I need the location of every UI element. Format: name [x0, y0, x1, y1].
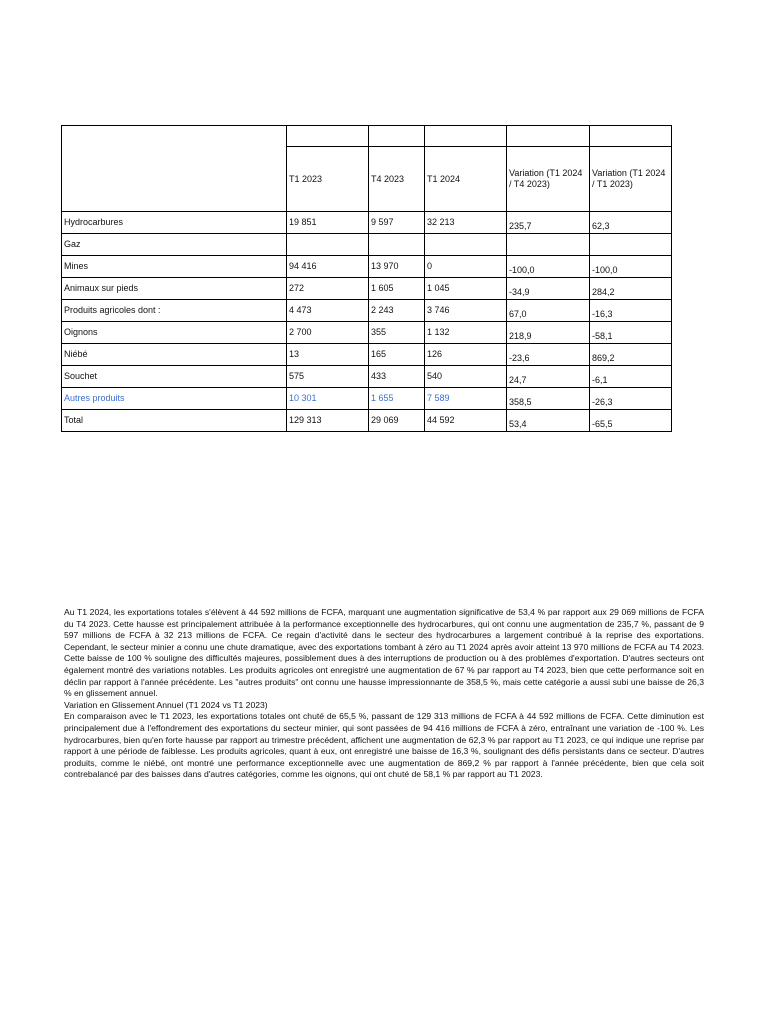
row-label: Autres produits — [62, 388, 287, 410]
cell-variation-t4: 218,9 — [507, 322, 590, 344]
cell-variation-t1: 284,2 — [590, 278, 672, 300]
header-cell-empty — [62, 126, 287, 212]
cell-variation-t4: -100,0 — [507, 256, 590, 278]
cell-t1-2023: 4 473 — [287, 300, 369, 322]
table-row — [62, 234, 672, 256]
cell-t1-2024 — [425, 234, 507, 256]
cell-variation-t4: 235,7 — [507, 212, 590, 234]
spacer-cell — [590, 126, 672, 147]
table-row — [62, 212, 672, 234]
cell-t1-2024: 7 589 — [425, 388, 507, 410]
spacer-cell — [507, 126, 590, 147]
row-label: Gaz — [62, 234, 287, 256]
cell-t4-2023: 13 970 — [369, 256, 425, 278]
spacer-cell — [287, 126, 369, 147]
row-label: Souchet — [62, 366, 287, 388]
table-row — [62, 278, 672, 300]
cell-t1-2023: 10 301 — [287, 388, 369, 410]
cell-t4-2023: 165 — [369, 344, 425, 366]
header-variation-t1: Variation (T1 2024 / T1 2023) — [590, 147, 672, 212]
cell-t4-2023: 355 — [369, 322, 425, 344]
row-label: Oignons — [62, 322, 287, 344]
cell-t1-2023: 272 — [287, 278, 369, 300]
cell-t1-2024: 0 — [425, 256, 507, 278]
cell-t1-2023: 2 700 — [287, 322, 369, 344]
cell-variation-t1: -26,3 — [590, 388, 672, 410]
cell-t1-2024: 1 045 — [425, 278, 507, 300]
analysis-paragraph-yearly: En comparaison avec le T1 2023, les exportations totales ont chuté de 65,5 %, passant de 129 313 millions de FCFA à 44 592 millions de FCFA. Cette diminution est principalement due à l'effondrement des exportations du secteur minier, qui sont passées de 94 416 millions de FCFA à zéro, entraînant une variation de -100 %. Les hydrocarbures, bien qu'en forte hausse par rapport au trimestre précédent, affichent une augmentation de 62,3 % par rapport au T1 2023, ce qui indique une reprise par rapport à une période de faiblesse. Les produits agricoles, quant à eux, ont enregistré une baisse de 16,3 %, soulignant des défis persistants dans ce secteur. D'autres produits, comme le niébé, ont montré une performance exceptionnelle avec une augmentation de 869,2 % par rapport à l'année précédente, bien que cela soit contrebalancé par des baisses dans d'autres catégories, comme les oignons, qui ont chuté de 58,1 % par rapport au T1 2023. — [64, 711, 704, 780]
cell-t4-2023 — [369, 234, 425, 256]
cell-t4-2023: 2 243 — [369, 300, 425, 322]
cell-t4-2023: 29 069 — [369, 410, 425, 432]
row-label: Hydrocarbures — [62, 212, 287, 234]
cell-variation-t4: -34,9 — [507, 278, 590, 300]
cell-t1-2023 — [287, 234, 369, 256]
row-label: Total — [62, 410, 287, 432]
table-row — [62, 344, 672, 366]
row-label: Mines — [62, 256, 287, 278]
spacer-cell — [425, 126, 507, 147]
row-label: Produits agricoles dont : — [62, 300, 287, 322]
table-spacer-row — [62, 126, 672, 147]
cell-t1-2023: 94 416 — [287, 256, 369, 278]
header-t1-2024: T1 2024 — [425, 147, 507, 212]
spacer-cell — [369, 126, 425, 147]
cell-variation-t1: -58,1 — [590, 322, 672, 344]
table-row — [62, 300, 672, 322]
cell-variation-t4: 358,5 — [507, 388, 590, 410]
cell-t4-2023: 9 597 — [369, 212, 425, 234]
cell-variation-t1: -16,3 — [590, 300, 672, 322]
row-label: Animaux sur pieds — [62, 278, 287, 300]
table-row — [62, 366, 672, 388]
cell-t1-2024: 126 — [425, 344, 507, 366]
cell-t1-2024: 44 592 — [425, 410, 507, 432]
cell-variation-t1: -6,1 — [590, 366, 672, 388]
row-label: Niébé — [62, 344, 287, 366]
cell-t4-2023: 433 — [369, 366, 425, 388]
cell-t4-2023: 1 605 — [369, 278, 425, 300]
analysis-paragraph-quarterly: Au T1 2024, les exportations totales s'élèvent à 44 592 millions de FCFA, marquant une augmentation significative de 53,4 % par rapport aux 29 069 millions de FCFA du T4 2023. Cette hausse est principalement attribuée à la performance exceptionnelle des hydrocarbures, qui ont connu une augmentation de 235,7 %, passant de 9 597 millions de FCFA à 32 213 millions de FCFA. Ce regain d'activité dans le secteur des hydrocarbures a largement contribué à la reprise des exportations. Cependant, le secteur minier a connu une chute dramatique, avec des exportations tombant à zéro au T1 2024 après avoir atteint 13 970 millions de FCFA au T4 2023. Cette baisse de 100 % souligne des difficultés majeures, possiblement dues à des interruptions de production ou à des problèmes d'exportation. D'autres secteurs ont également montré des variations notables. Les produits agricoles ont enregistré une augmentation de 67 % par rapport au T4 2023, bien que cette performance soit en déclin par rapport à l'année précédente. Les "autres produits" ont connu une hausse impressionnante de 358,5 %, mais cette catégorie a aussi subi une baisse de 26,3 % en glissement annuel. — [64, 607, 704, 699]
cell-t4-2023: 1 655 — [369, 388, 425, 410]
cell-t1-2023: 129 313 — [287, 410, 369, 432]
cell-variation-t4 — [507, 234, 590, 256]
header-t1-2023: T1 2023 — [287, 147, 369, 212]
cell-variation-t1: -100,0 — [590, 256, 672, 278]
exports-table — [61, 125, 672, 432]
cell-t1-2023: 13 — [287, 344, 369, 366]
cell-variation-t1 — [590, 234, 672, 256]
cell-variation-t4: 67,0 — [507, 300, 590, 322]
table-row — [62, 256, 672, 278]
table-row — [62, 388, 672, 410]
cell-t1-2023: 19 851 — [287, 212, 369, 234]
table-row — [62, 322, 672, 344]
cell-t1-2024: 32 213 — [425, 212, 507, 234]
cell-t1-2024: 540 — [425, 366, 507, 388]
table-row-total — [62, 410, 672, 432]
header-variation-t4: Variation (T1 2024 / T4 2023) — [507, 147, 590, 212]
analysis-subtitle: Variation en Glissement Annuel (T1 2024 vs T1 2023) — [64, 699, 268, 710]
cell-t1-2024: 3 746 — [425, 300, 507, 322]
cell-variation-t1: -65,5 — [590, 410, 672, 432]
cell-variation-t1: 869,2 — [590, 344, 672, 366]
cell-t1-2023: 575 — [287, 366, 369, 388]
analysis-text — [64, 607, 704, 781]
cell-variation-t4: -23,6 — [507, 344, 590, 366]
cell-t1-2024: 1 132 — [425, 322, 507, 344]
cell-variation-t1: 62,3 — [590, 212, 672, 234]
cell-variation-t4: 24,7 — [507, 366, 590, 388]
cell-variation-t4: 53,4 — [507, 410, 590, 432]
header-t4-2023: T4 2023 — [369, 147, 425, 212]
